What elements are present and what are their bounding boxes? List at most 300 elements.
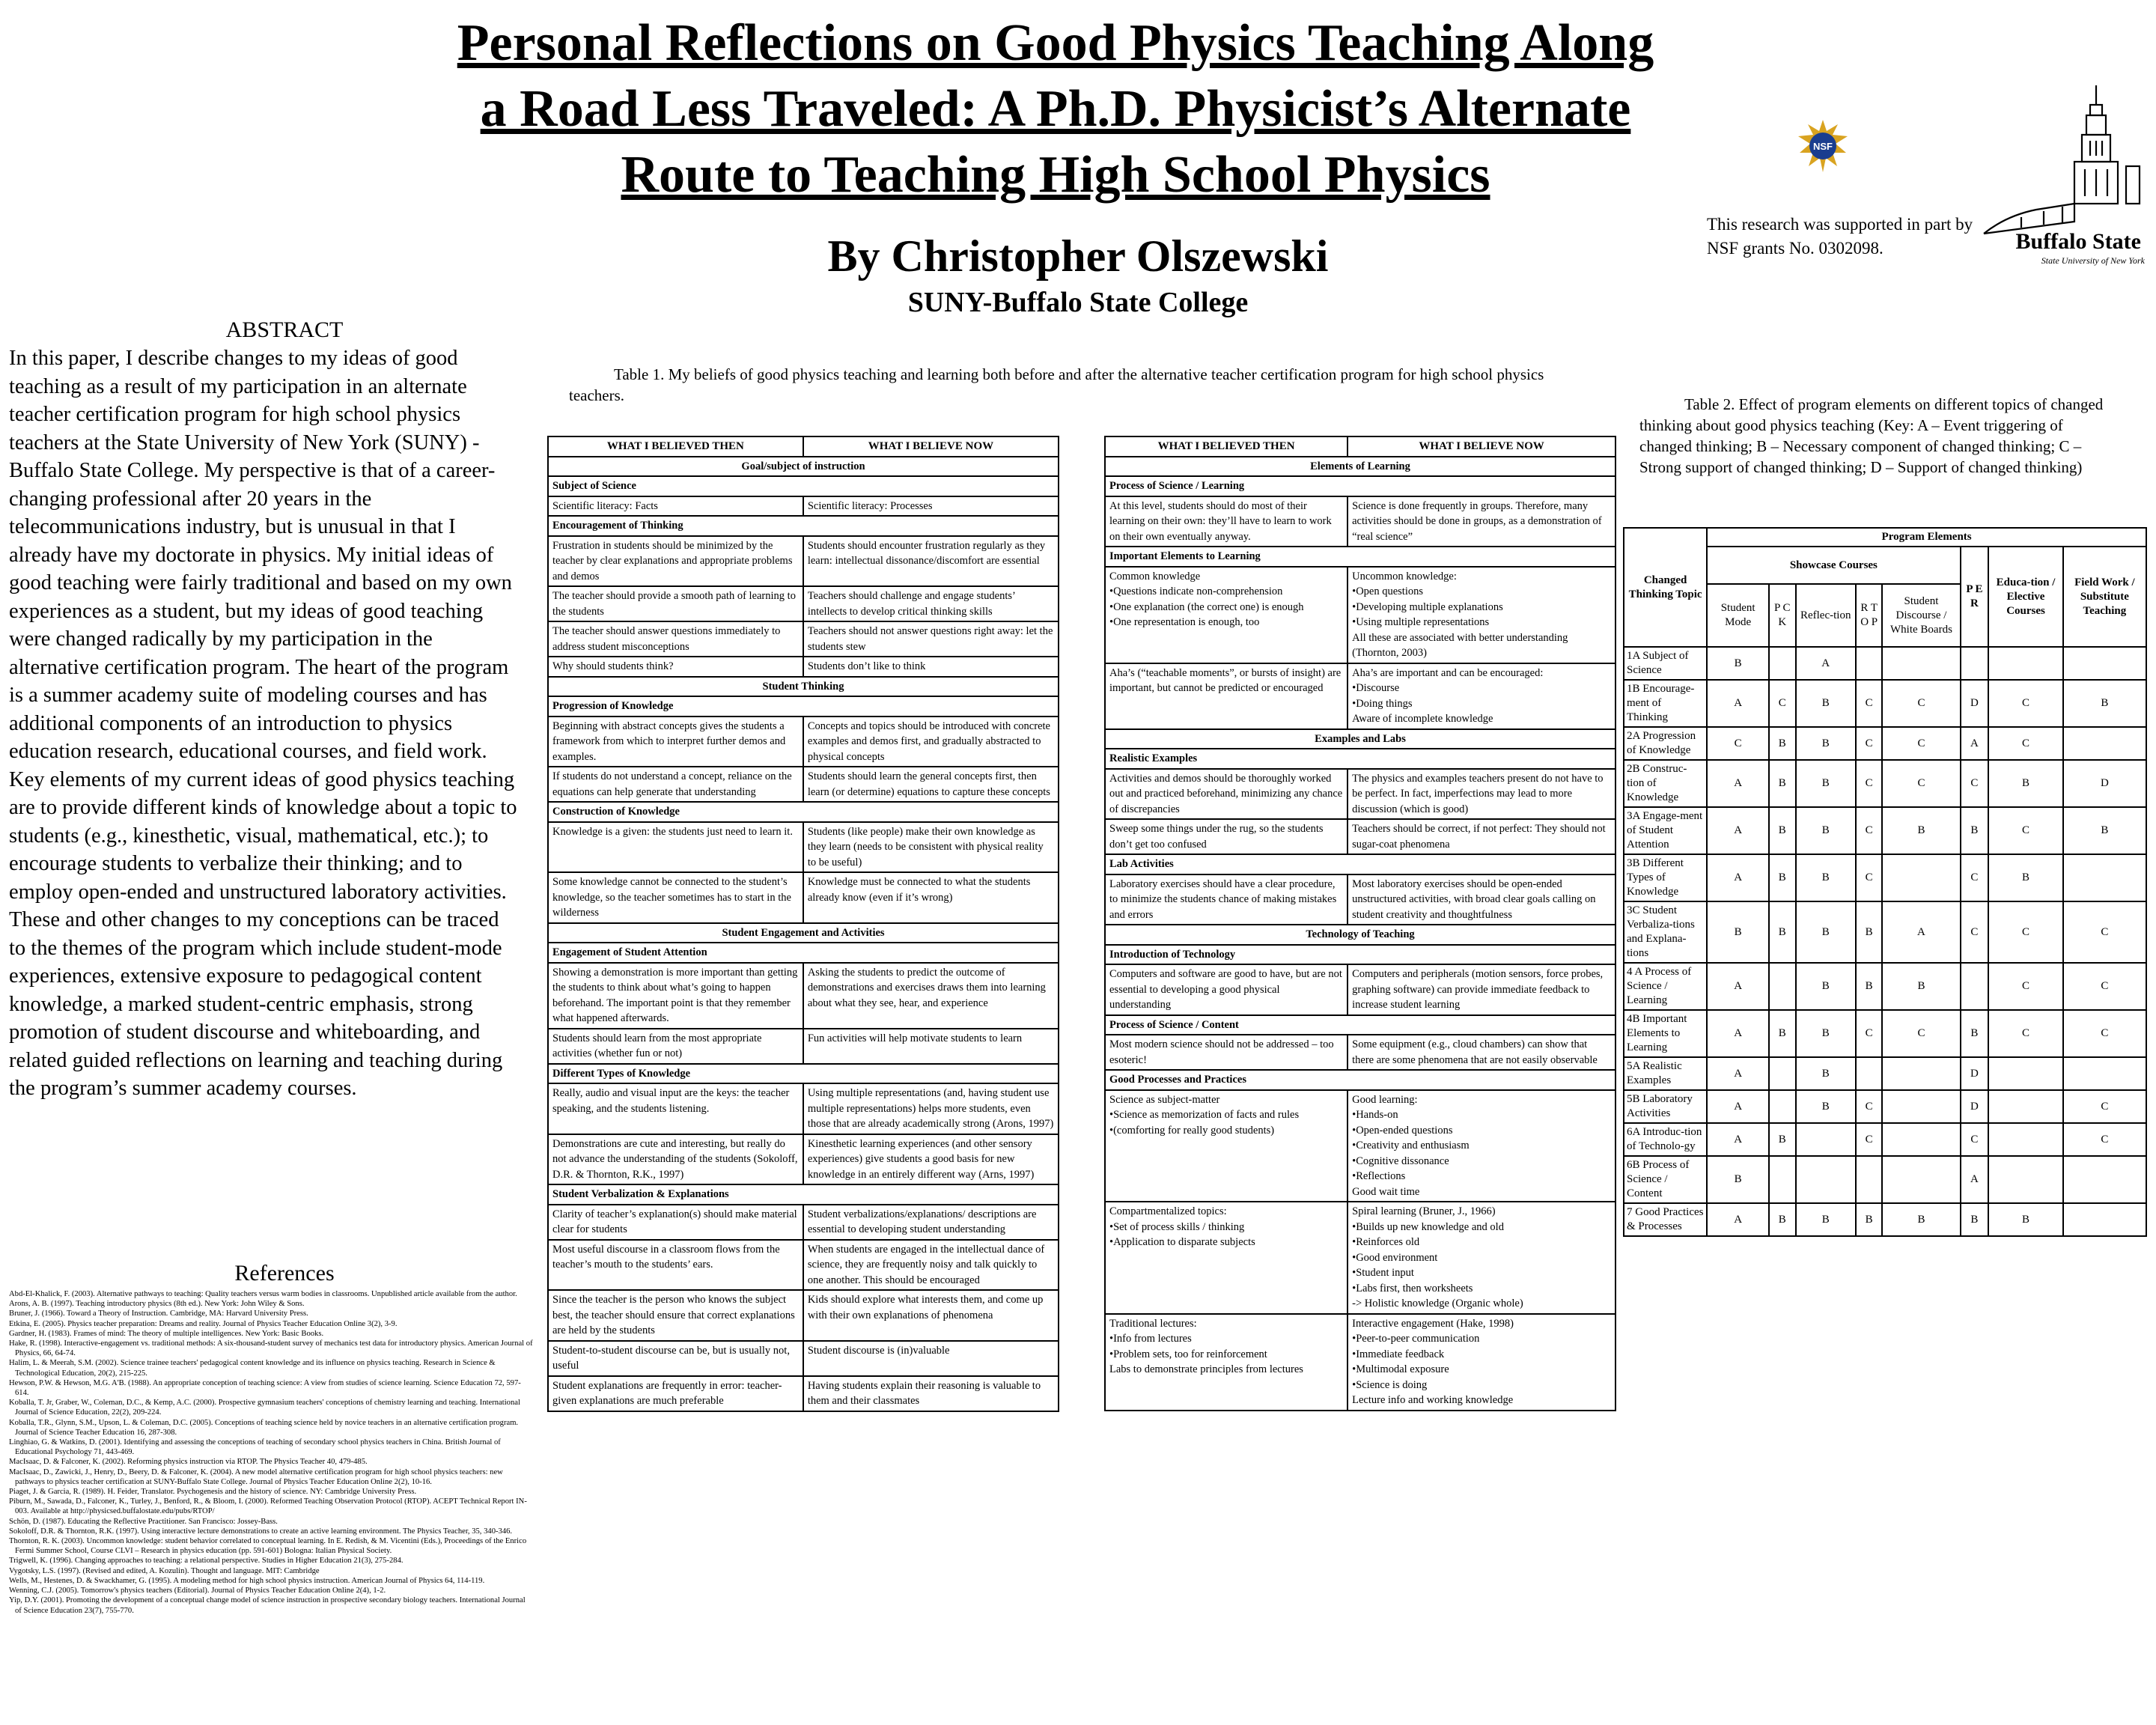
rating-cell xyxy=(1961,963,1989,1010)
title-line: Personal Reflections on Good Physics Teaching Along xyxy=(457,14,1654,72)
rating-cell: B xyxy=(1769,1010,1795,1057)
reference-item: Koballa, T.R., Glynn, S.M., Upson, L. & Coleman, D.C. (2005). Conceptions of teaching science held by novice teachers in an alternative certification program. Journal of Science Teacher Education 16, 287-308. xyxy=(9,1418,519,1437)
belief-now: Concepts and topics should be introduced with concrete examples and demos first, and gradually abstracted to physical concepts xyxy=(803,717,1059,767)
belief-row xyxy=(548,1290,1059,1341)
belief-now: Using multiple representations (and, having student use multiple representations) helps more students, even those that are already academically strong (Arons, 1997) xyxy=(803,1083,1059,1134)
belief-now: Spiral learning (Bruner, J., 1966) •Builds up new knowledge and old •Reinforces old •Good environment •Student input •Labs first, then worksheets -> Holistic knowledge (Organic whole) xyxy=(1348,1202,1616,1314)
rating-cell: B xyxy=(1796,901,1856,963)
belief-row xyxy=(1105,1035,1616,1070)
rating-cell: C xyxy=(1961,854,1989,901)
topic-cell: 7 Good Practices & Processes xyxy=(1624,1203,1707,1236)
subsection-heading: Good Processes and Practices xyxy=(1105,1070,1616,1090)
rating-cell: B xyxy=(1769,854,1795,901)
rating-cell: C xyxy=(1961,1123,1989,1156)
rating-cell: C xyxy=(2063,901,2146,963)
poster-title xyxy=(329,10,1782,208)
rating-cell: B xyxy=(1856,963,1882,1010)
reference-item: Yip, D.Y. (2001). Promoting the development of a conceptual change model of science instruction in prospective secondary biology teachers. International Journal of Science Education 23(7), 755-770. xyxy=(9,1596,526,1615)
table-row xyxy=(1624,1090,2146,1123)
rating-cell: C xyxy=(1988,727,2062,760)
reference-item: Piburn, M., Sawada, D., Falconer, K., Turley, J., Benford, R., & Bloom, I. (2000). Reformed Teaching Observation Protocol (RTOP). ACEPT Technical Report IN-003. Available at http://physicsed.buffalostate.edu/pubs/RTOP/ xyxy=(9,1497,527,1516)
table1-right xyxy=(1104,436,1616,1411)
belief-then: Since the teacher is the person who knows the subject best, the teacher should ensure that correct explanations are held by the students xyxy=(548,1290,803,1341)
table-row xyxy=(1624,1203,2146,1236)
rating-cell: B xyxy=(1961,807,1989,854)
belief-now: When students are engaged in the intellectual dance of science, they are frequently noisy and talk quickly to one another. This should be encouraged xyxy=(803,1240,1059,1291)
belief-now: Student discourse is (in)valuable xyxy=(803,1341,1059,1376)
belief-now: Students (like people) make their own knowledge as they learn (needs to be consistent with physical reality to be useful) xyxy=(803,822,1059,873)
buffalo-state-logo-icon xyxy=(1976,82,2149,270)
rating-cell: C xyxy=(1856,760,1882,807)
reference-item: Trigwell, K. (1996). Changing approaches to teaching: a relational perspective. Studies in Higher Education 21(3), 275-284. xyxy=(9,1557,404,1566)
col-per: P E R xyxy=(1961,547,1989,647)
rating-cell: B xyxy=(1769,1123,1795,1156)
belief-row xyxy=(1105,663,1616,729)
rating-cell: C xyxy=(2063,963,2146,1010)
rating-cell: C xyxy=(1988,680,2062,727)
belief-then: Why should students think? xyxy=(548,657,803,677)
rating-cell xyxy=(1769,1090,1795,1123)
rating-cell: A xyxy=(1707,760,1769,807)
reference-item: Koballa, T. Jr, Graber, W., Coleman, D.C., & Kemp, A.C. (2000). Prospective gymnasium teachers' conceptions of chemistry learning and teaching. International Journal of Science Education, 22(2), 209-224. xyxy=(9,1399,520,1417)
reference-item: Hake, R. (1998). Interactive-engagement vs. traditional methods: A six-thousand-student survey of mechanics test data for introductory physics. American Journal of Physics, 66, 64-74. xyxy=(9,1339,533,1358)
nsf-logo-text: NSF xyxy=(1813,141,1833,152)
rating-cell xyxy=(2063,1203,2146,1236)
rating-cell: D xyxy=(2063,760,2146,807)
rating-cell xyxy=(2063,727,2146,760)
col-header-now: WHAT I BELIEVE NOW xyxy=(1348,436,1616,457)
rating-cell xyxy=(1769,1057,1795,1090)
section-heading: Technology of Teaching xyxy=(1105,925,1616,945)
rating-cell: C xyxy=(1882,1010,1960,1057)
reference-item: Wells, M., Hestenes, D. & Swackhamer, G. (1995). A modeling method for high school physics instruction. American Journal of Physics 64, 114-119. xyxy=(9,1576,485,1585)
subsection-heading: Introduction of Technology xyxy=(1105,945,1616,965)
rating-cell: C xyxy=(1707,727,1769,760)
belief-now: Having students explain their reasoning is valuable to them and their classmates xyxy=(803,1376,1059,1411)
nsf-logo-icon xyxy=(1797,120,1849,172)
belief-row xyxy=(548,536,1059,587)
rating-cell: B xyxy=(2063,680,2146,727)
topic-cell: 1A Subject of Science xyxy=(1624,647,1707,680)
rating-cell: B xyxy=(1882,963,1960,1010)
rating-cell: B xyxy=(1796,1057,1856,1090)
rating-cell: B xyxy=(1796,1090,1856,1123)
rating-cell: C xyxy=(2063,1123,2146,1156)
belief-then: Computers and software are good to have, but are not essential to developing a good physical understanding xyxy=(1105,964,1348,1015)
table2 xyxy=(1623,527,2147,1237)
reference-item: Piaget, J. & Garcia, R. (1989). H. Feider, Translator. Psychogenesis and the history of science. NY: Cambridge University Press. xyxy=(9,1488,417,1497)
rating-cell: D xyxy=(1961,1090,1989,1123)
rating-cell: C xyxy=(1882,680,1960,727)
affiliation: SUNY-Buffalo State College xyxy=(907,287,1249,318)
rating-cell xyxy=(1769,647,1795,680)
program-elements-header: Program Elements xyxy=(1707,528,2146,547)
reference-item: Abd-El-Khalick, F. (2003). Alternative pathways to teaching: Quality teachers versus warm bodies in classrooms. Unpublished article available from the author. xyxy=(9,1290,517,1298)
rating-cell xyxy=(1988,1123,2062,1156)
belief-row xyxy=(548,1240,1059,1291)
belief-then: The teacher should provide a smooth path of learning to the students xyxy=(548,586,803,621)
topic-cell: 6B Process of Science / Content xyxy=(1624,1156,1707,1203)
rating-cell xyxy=(2063,1057,2146,1090)
rating-cell: D xyxy=(1961,680,1989,727)
subsection-heading: Student Verbalization & Explanations xyxy=(548,1184,1059,1205)
rating-cell: C xyxy=(1882,727,1960,760)
rating-cell xyxy=(1882,854,1960,901)
rating-cell: B xyxy=(1856,1203,1882,1236)
table-row xyxy=(1624,1057,2146,1090)
rating-cell: B xyxy=(1988,760,2062,807)
col-student-mode: Student Mode xyxy=(1707,584,1769,647)
rating-cell xyxy=(1988,1090,2062,1123)
belief-then: Compartmentalized topics: •Set of process skills / thinking •Application to disparate subjects xyxy=(1105,1202,1348,1314)
showcase-courses-header: Showcase Courses xyxy=(1707,547,1960,584)
rating-cell: C xyxy=(1856,1010,1882,1057)
belief-row xyxy=(548,496,1059,517)
reference-item: Bruner, J. (1966). Toward a Theory of Instruction. Cambridge, MA: Harvard University Press. xyxy=(9,1309,308,1318)
rating-cell xyxy=(1988,1156,2062,1203)
col-header-now: WHAT I BELIEVE NOW xyxy=(803,436,1059,457)
rating-cell: B xyxy=(1796,680,1856,727)
belief-then: Students should learn from the most appropriate activities (whether fun or not) xyxy=(548,1029,803,1064)
rating-cell: B xyxy=(1707,1156,1769,1203)
belief-row xyxy=(548,586,1059,621)
topic-cell: 5A Realistic Examples xyxy=(1624,1057,1707,1090)
references-heading: References xyxy=(234,1261,335,1286)
belief-row xyxy=(1105,769,1616,820)
belief-then: Beginning with abstract concepts gives the students a framework from which to interpret further demos and examples. xyxy=(548,717,803,767)
belief-row xyxy=(548,822,1059,873)
rating-cell: B xyxy=(1856,901,1882,963)
rating-cell xyxy=(1961,647,1989,680)
rating-cell: C xyxy=(1856,807,1882,854)
belief-now: Teachers should not answer questions right away: let the students stew xyxy=(803,621,1059,657)
topic-cell: 3A Engage-ment of Student Attention xyxy=(1624,807,1707,854)
table2-caption: Table 2. Effect of program elements on different topics of changed thinking about good physics teaching (Key: A – Event triggering of changed thinking; B – Necessary component of changed thinking; C – Strong support of changed thinking; D – Support of changed thinking) xyxy=(1639,395,2104,476)
topic-cell: 6A Introduc-tion of Technolo-gy xyxy=(1624,1123,1707,1156)
table-row xyxy=(1624,854,2146,901)
belief-row xyxy=(548,1083,1059,1134)
belief-then: Science as subject-matter •Science as memorization of facts and rules •(comforting for really good students) xyxy=(1105,1090,1348,1202)
table-row xyxy=(1624,901,2146,963)
topic-cell: 4B Important Elements to Learning xyxy=(1624,1010,1707,1057)
belief-then: Demonstrations are cute and interesting, but really do not advance the understanding of the students (Sokoloff, D.R. & Thornton, R.K., 1997) xyxy=(548,1134,803,1185)
rating-cell: B xyxy=(1796,727,1856,760)
reference-item: Wenning, C.J. (2005). Tomorrow's physics teachers (Editorial). Journal of Physics Teacher Education Online 2(4), 1-2. xyxy=(9,1586,386,1595)
subsection-heading: Encouragement of Thinking xyxy=(548,516,1059,536)
col-student-discourse: Student Discourse / White Boards xyxy=(1882,584,1960,647)
belief-now: Students should encounter frustration regularly as they learn: intellectual dissonance/discomfort are essential xyxy=(803,536,1059,587)
belief-row xyxy=(1105,874,1616,925)
rating-cell: C xyxy=(1988,1010,2062,1057)
support-note: This research was supported in part by NSF grants No. 0302098. xyxy=(1707,215,1973,258)
rating-cell: B xyxy=(1769,1203,1795,1236)
title-line: Route to Teaching High School Physics xyxy=(621,146,1490,204)
rating-cell xyxy=(1856,1156,1882,1203)
belief-now: Kids should explore what interests them, and come up with their own explanations of phenomena xyxy=(803,1290,1059,1341)
rating-cell: A xyxy=(1707,1057,1769,1090)
belief-then: At this level, students should do most of their learning on their own: they’ll have to learn to work on their own eventually anyway. xyxy=(1105,496,1348,547)
belief-then: The teacher should answer questions immediately to address student misconceptions xyxy=(548,621,803,657)
rating-cell: B xyxy=(1796,854,1856,901)
rating-cell xyxy=(1882,1057,1960,1090)
author: By Christopher Olszewski xyxy=(827,231,1329,281)
rating-cell: A xyxy=(1707,963,1769,1010)
belief-row xyxy=(1105,496,1616,547)
belief-now: Asking the students to predict the outcome of demonstrations and exercises draws them into learning about what they see, hear, and experience xyxy=(803,963,1059,1029)
rating-cell: A xyxy=(1707,1123,1769,1156)
belief-then: Aha’s (“teachable moments”, or bursts of insight) are important, but cannot be predicted or encouraged xyxy=(1105,663,1348,729)
belief-now: Interactive engagement (Hake, 1998) •Peer-to-peer communication •Immediate feedback •Multimodal exposure •Science is doing Lecture info and working knowledge xyxy=(1348,1314,1616,1411)
rating-cell xyxy=(1882,647,1960,680)
belief-now: Students don’t like to think xyxy=(803,657,1059,677)
belief-row xyxy=(548,657,1059,677)
section-heading: Student Thinking xyxy=(548,677,1059,697)
topic-cell: 1B Encourage-ment of Thinking xyxy=(1624,680,1707,727)
rating-cell xyxy=(1882,1090,1960,1123)
belief-row xyxy=(548,1205,1059,1240)
rating-cell: B xyxy=(1796,760,1856,807)
rating-cell: B xyxy=(1961,1010,1989,1057)
rating-cell xyxy=(1856,1057,1882,1090)
col-header-then: WHAT I BELIEVED THEN xyxy=(1105,436,1348,457)
belief-row xyxy=(548,872,1059,923)
rating-cell: C xyxy=(1856,1123,1882,1156)
rating-cell: B xyxy=(1707,901,1769,963)
table-row xyxy=(1624,680,2146,727)
rating-cell xyxy=(2063,854,2146,901)
rating-cell: C xyxy=(1961,760,1989,807)
rating-cell: B xyxy=(1961,1203,1989,1236)
rating-cell xyxy=(1882,1123,1960,1156)
rating-cell: A xyxy=(1707,1010,1769,1057)
table-row xyxy=(1624,1123,2146,1156)
rating-cell: C xyxy=(1988,807,2062,854)
rating-cell xyxy=(1796,1156,1856,1203)
subsection-heading: Progression of Knowledge xyxy=(548,696,1059,717)
rating-cell: A xyxy=(1961,727,1989,760)
belief-now: Teachers should be correct, if not perfect: They should not sugar-coat phenomena xyxy=(1348,819,1616,854)
rating-cell: C xyxy=(2063,1010,2146,1057)
rating-cell xyxy=(2063,647,2146,680)
logo-subtitle: State University of New York xyxy=(2041,255,2145,266)
reference-item: Sokoloff, D.R. & Thornton, R.K. (1997). Using interactive lecture demonstrations to create an active learning environment. The Physics Teacher, 35, 340-346. xyxy=(9,1527,513,1536)
belief-then: Really, audio and visual input are the keys: the teacher speaking, and the students listening. xyxy=(548,1083,803,1134)
belief-now: Kinesthetic learning experiences (and other sensory experiences) give students a good basis for new knowledge in an entirely different way (Arns, 1997) xyxy=(803,1134,1059,1185)
reference-item: Arons, A. B. (1997). Teaching introductory physics (8th ed.). New York: John Wiley & Sons. xyxy=(9,1300,305,1309)
subsection-heading: Engagement of Student Attention xyxy=(548,943,1059,963)
belief-then: Sweep some things under the rug, so the students don’t get too confused xyxy=(1105,819,1348,854)
belief-row xyxy=(548,621,1059,657)
rating-cell: C xyxy=(1856,1090,1882,1123)
section-heading: Goal/subject of instruction xyxy=(548,457,1059,477)
rating-cell xyxy=(1988,647,2062,680)
belief-now: Some equipment (e.g., cloud chambers) can show that there are some phenomena that are not easily observable xyxy=(1348,1035,1616,1070)
belief-then: If students do not understand a concept, reliance on the equations can help generate that understanding xyxy=(548,767,803,802)
belief-row xyxy=(548,1341,1059,1376)
belief-row xyxy=(548,1134,1059,1185)
reference-item: MacIsaac, D. & Falconer, K. (2002). Reforming physics instruction via RTOP. The Physics Teacher 40, 479-485. xyxy=(9,1458,368,1467)
section-heading: Examples and Labs xyxy=(1105,729,1616,749)
rating-cell: C xyxy=(1988,963,2062,1010)
table-row xyxy=(1624,760,2146,807)
rating-cell: B xyxy=(1769,807,1795,854)
belief-row xyxy=(1105,964,1616,1015)
belief-row xyxy=(1105,567,1616,663)
col-rtop: R T O P xyxy=(1856,584,1882,647)
rating-cell: A xyxy=(1707,854,1769,901)
belief-now: Teachers should challenge and engage students’ intellects to develop critical thinking skills xyxy=(803,586,1059,621)
topic-cell: 3C Student Verbaliza-tions and Explana-tions xyxy=(1624,901,1707,963)
belief-now: Computers and peripherals (motion sensors, force probes, graphing software) can provide immediate feedback to increase student learning xyxy=(1348,964,1616,1015)
rating-cell: A xyxy=(1707,680,1769,727)
belief-now: Students should learn the general concepts first, then learn (or determine) equations to capture these concepts xyxy=(803,767,1059,802)
belief-row xyxy=(548,1029,1059,1064)
subsection-heading: Important Elements to Learning xyxy=(1105,547,1616,567)
reference-item: MacIsaac, D., Zawicki, J., Henry, D., Beery, D. & Falconer, K. (2004). A new model alternative certification program for high school physics teachers: new pathways to physics teacher certification at SUNY-Buffalo State College. Journal of Physics Teacher Education Online 2(2), 10-16. xyxy=(9,1467,503,1486)
topic-cell: 4 A Process of Science / Learning xyxy=(1624,963,1707,1010)
rating-cell: B xyxy=(1796,807,1856,854)
belief-row xyxy=(548,767,1059,802)
belief-row xyxy=(1105,1314,1616,1411)
belief-row xyxy=(1105,1090,1616,1202)
rating-cell: A xyxy=(1882,901,1960,963)
belief-then: Common knowledge •Questions indicate non-comprehension •One explanation (the correct one) is enough •One representation is enough, too xyxy=(1105,567,1348,663)
subsection-heading: Process of Science / Learning xyxy=(1105,476,1616,496)
subsection-heading: Construction of Knowledge xyxy=(548,802,1059,822)
belief-then: Showing a demonstration is more important than getting the students to think about what’s going to happen beforehand. The important point is that they remember what happened afterwards. xyxy=(548,963,803,1029)
references-list xyxy=(9,1289,533,1616)
belief-then: Scientific literacy: Facts xyxy=(548,496,803,517)
col-education: Educa-tion / Elective Courses xyxy=(1988,547,2062,647)
topic-cell: 3B Different Types of Knowledge xyxy=(1624,854,1707,901)
subsection-heading: Lab Activities xyxy=(1105,854,1616,874)
rating-cell: C xyxy=(1769,680,1795,727)
col-field-work: Field Work / Substitute Teaching xyxy=(2063,547,2146,647)
table-row xyxy=(1624,647,2146,680)
rating-cell: B xyxy=(1796,1203,1856,1236)
belief-now: Scientific literacy: Processes xyxy=(803,496,1059,517)
subsection-heading: Subject of Science xyxy=(548,476,1059,496)
rating-cell: A xyxy=(1961,1156,1989,1203)
rating-cell: B xyxy=(1707,647,1769,680)
reference-item: Hewson, P.W. & Hewson, M.G. A'B. (1988). An appropriate conception of teaching science: A view from studies of science learning. Science Education 72, 597-614. xyxy=(9,1378,521,1398)
rating-cell: C xyxy=(1856,854,1882,901)
rating-cell: C xyxy=(1988,901,2062,963)
belief-row xyxy=(548,1376,1059,1411)
reference-item: Vygotsky, L.S. (1997). (Revised and edited, A. Kozulin). Thought and language. MIT: Cambridge xyxy=(9,1566,320,1575)
rating-cell xyxy=(1796,1123,1856,1156)
rating-cell: B xyxy=(1796,963,1856,1010)
rating-cell: B xyxy=(2063,807,2146,854)
rating-cell: A xyxy=(1707,1203,1769,1236)
rating-cell: C xyxy=(1961,901,1989,963)
table-row xyxy=(1624,807,2146,854)
reference-item: Gardner, H. (1983). Frames of mind: The theory of multiple intelligences. New York: Basic Books. xyxy=(9,1329,324,1338)
belief-then: Most useful discourse in a classroom flows from the teacher’s mouth to the students’ ears. xyxy=(548,1240,803,1291)
rating-cell: C xyxy=(1856,727,1882,760)
rating-cell xyxy=(1856,647,1882,680)
rating-cell: B xyxy=(1769,760,1795,807)
topic-cell: 2B Construc-tion of Knowledge xyxy=(1624,760,1707,807)
belief-now: Science is done frequently in groups. Therefore, many activities should be done in groups, as a demonstration of “real science” xyxy=(1348,496,1616,547)
col-reflection: Reflec-tion xyxy=(1796,584,1856,647)
belief-then: Frustration in students should be minimized by the teacher by clear explanations and appropriate problems and demos xyxy=(548,536,803,587)
belief-row xyxy=(1105,819,1616,854)
logo-name: Buffalo State xyxy=(2015,229,2141,254)
belief-row xyxy=(1105,1202,1616,1314)
title-line: a Road Less Traveled: A Ph.D. Physicist’s Alternate xyxy=(480,80,1631,138)
belief-row xyxy=(548,963,1059,1029)
rating-cell: C xyxy=(2063,1090,2146,1123)
rating-cell: B xyxy=(1988,854,2062,901)
col-pck: P C K xyxy=(1769,584,1795,647)
rating-cell xyxy=(1882,1156,1960,1203)
reference-item: Halim, L. & Meerah, S.M. (2002). Science trainee teachers' pedagogical content knowledge and its influence on physics teaching. Research in Science & Technological Education, 20(2), 215-225. xyxy=(9,1359,496,1378)
rating-cell: B xyxy=(1769,901,1795,963)
subsection-heading: Process of Science / Content xyxy=(1105,1015,1616,1035)
rating-cell xyxy=(1769,963,1795,1010)
rating-cell xyxy=(1988,1057,2062,1090)
belief-then: Traditional lectures: •Info from lectures •Problem sets, too for reinforcement Labs to demonstrate principles from lectures xyxy=(1105,1314,1348,1411)
section-heading: Student Engagement and Activities xyxy=(548,923,1059,943)
belief-now: Most laboratory exercises should be open-ended unstructured activities, with broad clear goals calling on student creativity and thoughtfulness xyxy=(1348,874,1616,925)
topic-cell: 2A Progression of Knowledge xyxy=(1624,727,1707,760)
rating-cell: C xyxy=(1856,680,1882,727)
topic-header: Changed Thinking Topic xyxy=(1624,528,1707,647)
table-row xyxy=(1624,1156,2146,1203)
abstract-text: In this paper, I describe changes to my ideas of good teaching as a result of my participation in an alternate teacher certification program for high school physics teachers at the State University of New York (SUNY) - Buffalo State College. My perspective is that of a career-changing professional after 20 years in the telecommunications industry, but is unusual in that I already have my doctorate in physics. My initial ideas of good teaching were fairly traditional and based on my own experiences as a student, but my ideas of good teaching were changed radically by my participation in the alternative certification program. The heart of the program is a summer academy suite of modeling courses and has additional components of an introduction to physics education research, educational courses, and field work. Key elements of my current ideas of good physics teaching are to provide different kinds of knowledge about a topic to students (e.g., kinesthetic, visual, mathematical, etc.); to encourage students to verbalize their thinking; and to employ open-ended and unstructured laboratory activities. These and other changes to my conceptions can be traced to the themes of the program which include student-mode experiences, extensive exposure to pedagogical content knowledge, a marked student-centric emphasis, strong promotion of student discourse and whiteboarding, and related guided reflections on learning and teaching during the program’s summer academy courses. xyxy=(9,347,517,1100)
reference-item: Thornton, R. K. (2003). Uncommon knowledge: student behavior correlated to conceptual learning. In E. Redish, & M. Vicentini (Eds.), Proceedings of the Enrico Fermi Summer School, Course CLVI – Research in physics education (pp. 591-601) Bologna: Italian Physical Society. xyxy=(9,1537,527,1556)
belief-then: Knowledge is a given: the students just need to learn it. xyxy=(548,822,803,873)
reference-item: Schön, D. (1987). Educating the Reflective Practitioner. San Francisco: Jossey-Bass. xyxy=(9,1517,278,1526)
belief-then: Most modern science should not be addressed – too esoteric! xyxy=(1105,1035,1348,1070)
table-row xyxy=(1624,963,2146,1010)
belief-then: Laboratory exercises should have a clear procedure, to minimize the students chance of making mistakes and errors xyxy=(1105,874,1348,925)
belief-then: Student explanations are frequently in error: teacher-given explanations are much preferable xyxy=(548,1376,803,1411)
reference-item: Etkina, E. (2005). Physics teacher preparation: Dreams and reality. Journal of Physics Teacher Education Online 3(2), 3-9. xyxy=(9,1319,398,1328)
table-row xyxy=(1624,1010,2146,1057)
belief-then: Some knowledge cannot be connected to the student’s knowledge, so the teacher sometimes has to start in the wilderness xyxy=(548,872,803,923)
rating-cell: B xyxy=(1988,1203,2062,1236)
belief-now: Fun activities will help motivate students to learn xyxy=(803,1029,1059,1064)
subsection-heading: Different Types of Knowledge xyxy=(548,1064,1059,1084)
belief-now: Good learning: •Hands-on •Open-ended questions •Creativity and enthusiasm •Cognitive dissonance •Reflections Good wait time xyxy=(1348,1090,1616,1202)
belief-then: Clarity of teacher’s explanation(s) should make material clear for students xyxy=(548,1205,803,1240)
rating-cell xyxy=(1769,1156,1795,1203)
rating-cell: B xyxy=(1882,807,1960,854)
topic-cell: 5B Laboratory Activities xyxy=(1624,1090,1707,1123)
reference-item: Linghiao, G. & Watkins, D. (2001). Identifying and assessing the conceptions of teaching of secondary school physics teachers in China. British Journal of Educational Psychology 71, 443-469. xyxy=(9,1438,501,1457)
subsection-heading: Realistic Examples xyxy=(1105,749,1616,769)
rating-cell: D xyxy=(1961,1057,1989,1090)
col-header-then: WHAT I BELIEVED THEN xyxy=(548,436,803,457)
belief-row xyxy=(548,717,1059,767)
belief-now: Knowledge must be connected to what the students already know (even if it’s wrong) xyxy=(803,872,1059,923)
rating-cell: B xyxy=(1882,1203,1960,1236)
belief-now: Aha’s are important and can be encouraged: •Discourse •Doing things Aware of incomplete knowledge xyxy=(1348,663,1616,729)
rating-cell: B xyxy=(1796,1010,1856,1057)
abstract-heading: ABSTRACT xyxy=(225,317,344,342)
table1-caption: Table 1. My beliefs of good physics teaching and learning both before and after the alternative teacher certification program for high school physics teachers. xyxy=(569,365,1544,404)
table-row xyxy=(1624,727,2146,760)
rating-cell: C xyxy=(1882,760,1960,807)
rating-cell: B xyxy=(1769,727,1795,760)
rating-cell: A xyxy=(1707,1090,1769,1123)
belief-then: Student-to-student discourse can be, but is usually not, useful xyxy=(548,1341,803,1376)
belief-now: Student verbalizations/explanations/ descriptions are essential to developing student understanding xyxy=(803,1205,1059,1240)
belief-then: Activities and demos should be thoroughly worked out and practiced beforehand, minimizing any chance of discrepancies xyxy=(1105,769,1348,820)
rating-cell: A xyxy=(1796,647,1856,680)
